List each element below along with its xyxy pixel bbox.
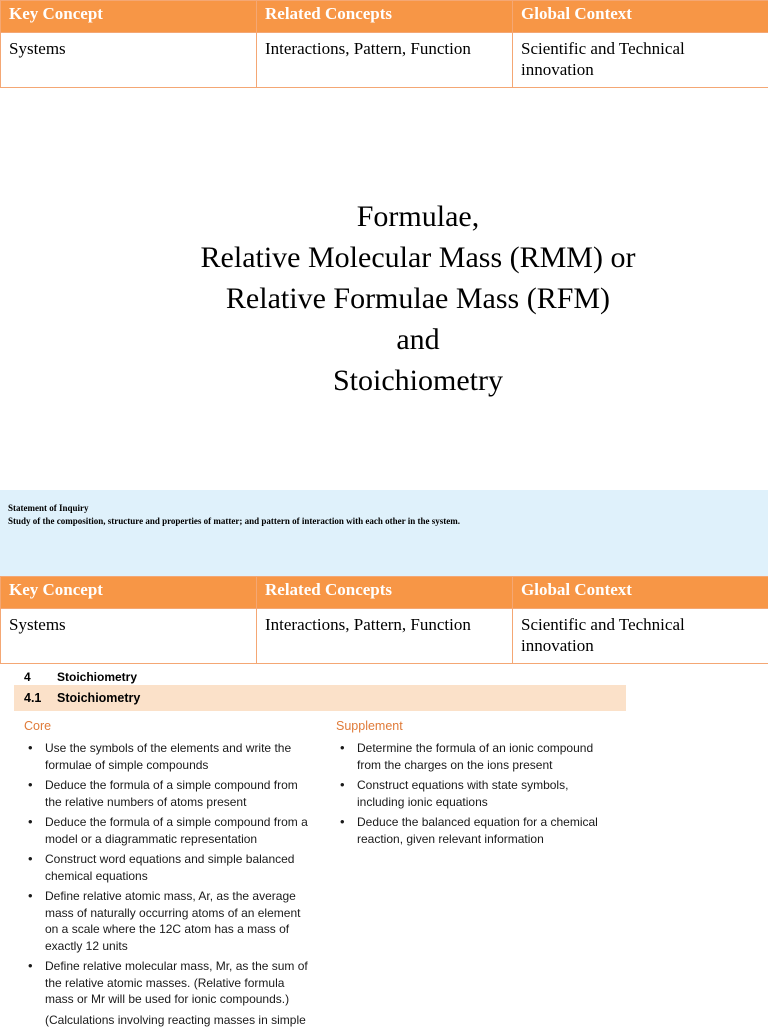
core-point: • Define relative atomic mass, Ar, as the average mass of naturally occurring atoms of an element on a scale where the 12C atom has a mass of exactly 12 units [24,888,309,954]
cell-global-context: Scientific and Technical innovation [513,33,768,88]
inquiry-body: Study of the composition, structure and properties of matter; and pattern of interaction with each other in the system. [8,516,460,526]
title-line: and [0,319,768,360]
cell-key-concept: Systems [1,33,257,88]
section-number: 4.1 [24,691,41,705]
title-line: Relative Molecular Mass (RMM) or [0,237,768,278]
chapter-title: Stoichiometry [57,670,137,684]
title-line: Relative Formulae Mass (RFM) [0,278,768,319]
title-line: Stoichiometry [0,360,768,401]
header-global-context: Global Context [513,1,768,33]
cell-key-concept: Systems [1,609,257,664]
supplement-heading: Supplement [336,719,403,733]
inquiry-heading: Statement of Inquiry [8,503,89,513]
concept-table-bottom [0,576,768,664]
header-key-concept: Key Concept [1,1,257,33]
core-point: • Construct word equations and simple balanced chemical equations [24,851,309,884]
supplement-point: • Deduce the balanced equation for a chemical reaction, given relevant information [336,814,601,847]
header-related-concepts: Related Concepts [257,1,513,33]
core-point: • Define relative molecular mass, Mr, as the sum of the relative atomic masses. (Relative formula mass or Mr will be used for ionic compounds.) [24,958,309,1008]
supplement-point: • Determine the formula of an ionic compound from the charges on the ions present [336,740,601,773]
section-heading [14,685,626,711]
header-global-context: Global Context [513,577,768,609]
cell-related-concepts: Interactions, Pattern, Function [257,33,513,88]
title-line: Formulae, [0,196,768,237]
statement-of-inquiry [0,490,768,576]
header-key-concept: Key Concept [1,577,257,609]
header-related-concepts: Related Concepts [257,577,513,609]
chapter-heading [14,662,626,685]
core-point: • Deduce the formula of a simple compound from a model or a diagrammatic representation [24,814,309,847]
core-list [24,740,309,1032]
syllabus-excerpt [14,662,626,711]
supplement-list [336,740,601,851]
cell-global-context: Scientific and Technical innovation [513,609,768,664]
supplement-point: • Construct equations with state symbols, including ionic equations [336,777,601,810]
core-point: • Deduce the formula of a simple compound from the relative numbers of atoms present [24,777,309,810]
core-point: (Calculations involving reacting masses in simple [24,1012,309,1029]
chapter-number: 4 [24,670,31,684]
core-point: • Use the symbols of the elements and write the formulae of simple compounds [24,740,309,773]
concept-table-top [0,0,768,88]
slide-title [0,196,768,401]
core-heading: Core [24,719,51,733]
section-title: Stoichiometry [57,691,140,705]
cell-related-concepts: Interactions, Pattern, Function [257,609,513,664]
